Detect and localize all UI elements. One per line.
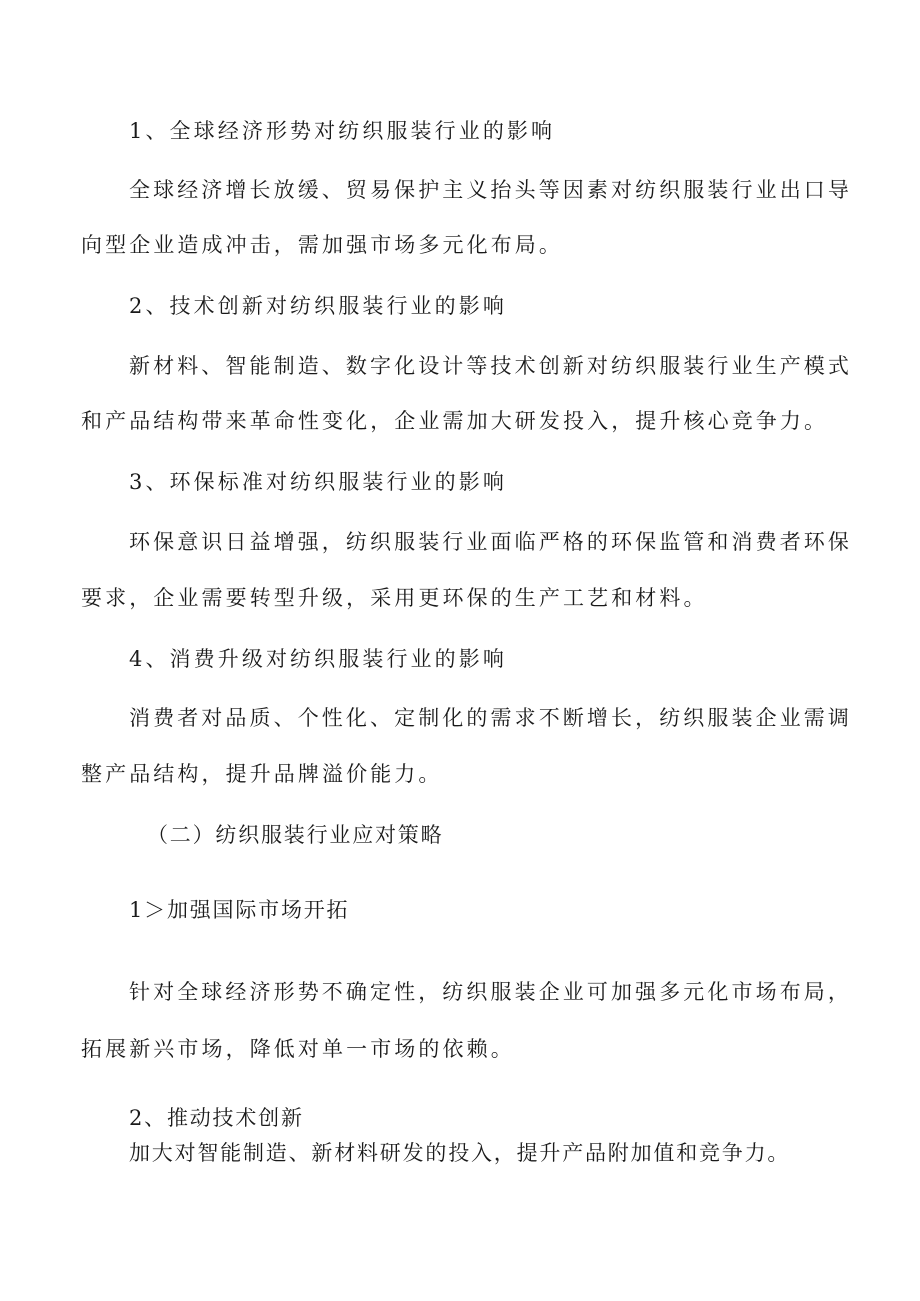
paragraph-line: 全球经济增长放缓、贸易保护主义抬头等因素对纺织服装行业出口导 — [129, 178, 852, 202]
paragraph-line: 加大对智能制造、新材料研发的投入，提升产品附加值和竞争力。 — [129, 1141, 791, 1165]
section-heading: 4、消费升级对纺织服装行业的影响 — [129, 647, 507, 671]
section-heading: 1、全球经济形势对纺织服装行业的影响 — [129, 119, 556, 143]
paragraph-line: 向型企业造成冲击，需加强市场多元化布局。 — [81, 233, 563, 257]
strategy-heading: 1＞加强国际市场开拓 — [129, 898, 350, 922]
paragraph-line: 整产品结构，提升品牌溢价能力。 — [81, 762, 443, 786]
paragraph-line: 环保意识日益增强，纺织服装行业面临严格的环保监管和消费者环保 — [129, 530, 852, 554]
paragraph-line: 针对全球经济形势不确定性，纺织服装企业可加强多元化市场布局， — [129, 980, 852, 1004]
paragraph-line: 消费者对品质、个性化、定制化的需求不断增长，纺织服装企业需调 — [129, 706, 852, 730]
section-heading: 3、环保标准对纺织服装行业的影响 — [129, 470, 507, 494]
paragraph-line: 和产品结构带来革命性变化，企业需加大研发投入，提升核心竞争力。 — [81, 409, 829, 433]
paragraph-line: 拓展新兴市场，降低对单一市场的依赖。 — [81, 1037, 515, 1061]
subsection-title: （二）纺织服装行业应对策略 — [147, 823, 444, 847]
section-heading: 2、技术创新对纺织服装行业的影响 — [129, 294, 507, 318]
paragraph-line: 新材料、智能制造、数字化设计等技术创新对纺织服装行业生产模式 — [129, 354, 852, 378]
strategy-heading: 2、推动技术创新 — [129, 1106, 304, 1130]
paragraph-line: 要求，企业需要转型升级，采用更环保的生产工艺和材料。 — [81, 586, 708, 610]
